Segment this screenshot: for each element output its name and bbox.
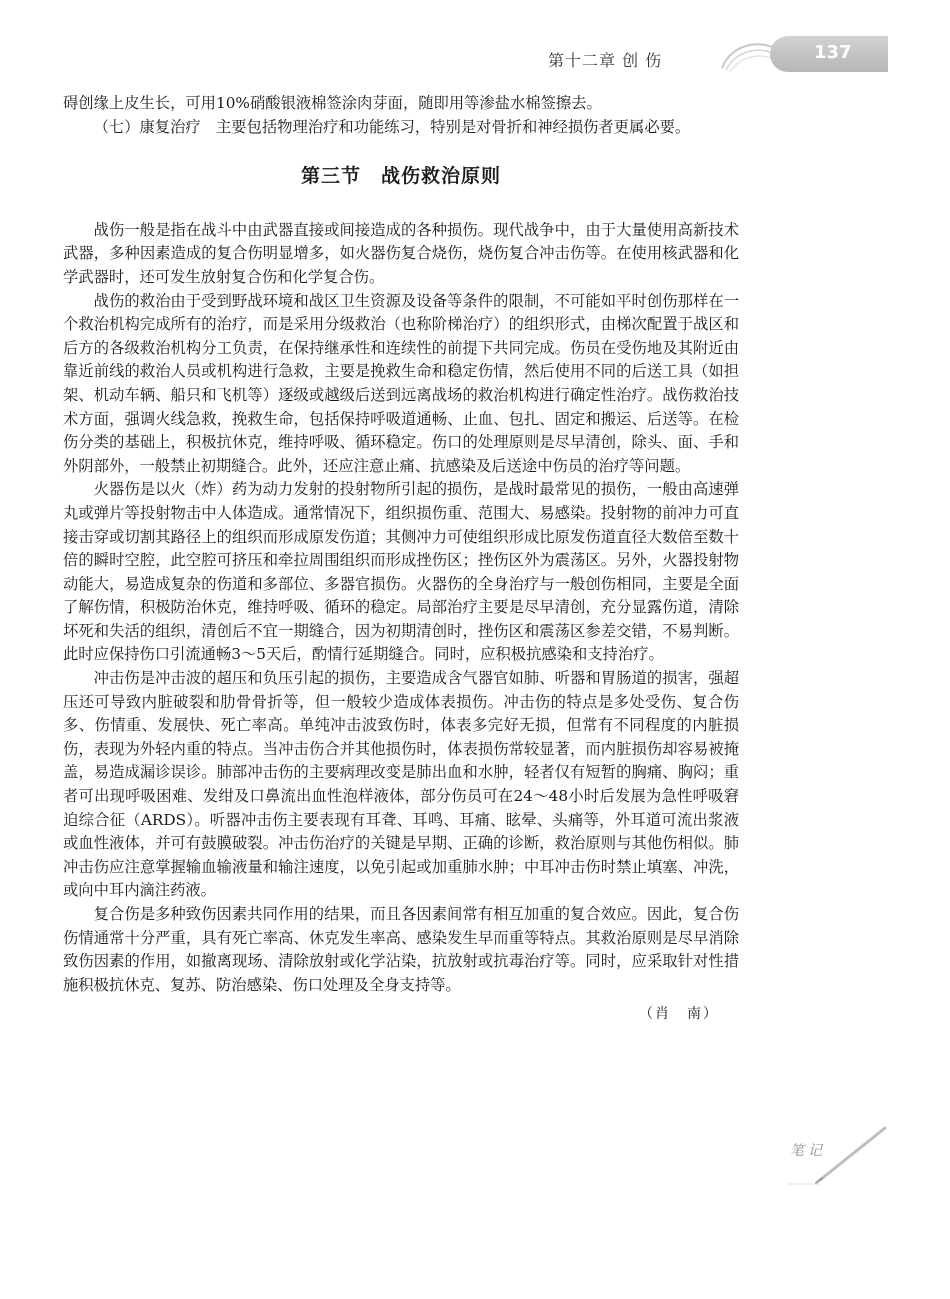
subhead-label: （七）康复治疗 [93, 117, 201, 136]
paragraph-rehab [63, 116, 739, 140]
chapter-title: 第十二章 创 伤 [548, 51, 663, 70]
page-header [0, 36, 950, 76]
swirl-decoration-icon [718, 38, 778, 74]
notes-label: 笔记 [790, 1143, 826, 1159]
paragraph-blast-injury: 冲击伤是冲击波的超压和负压引起的损伤，主要造成含气器官如肺、听器和胃肠道的损害，强超压还可导致内脏破裂和肋骨骨折等，但一般较少造成体表损伤。冲击伤的特点是多处受伤、复合伤多、伤情重、发展快、死亡率高。单纯冲击波致伤时，体表多完好无损，但常有不同程度的内脏损伤，表现为外轻内重的特点。当冲击伤合并其他损伤时，体表损伤常较显著，而内脏损伤却容易被掩盖，易造成漏诊误诊。肺部冲击伤的主要病理改变是肺出血和水肿，轻者仅有短暂的胸痛、胸闷；重者可出现呼吸困难、发绀及口鼻流出血性泡样液体，部分伤员可在24～48小时后发展为急性呼吸窘迫综合征（ARDS）。听器冲击伤主要表现有耳聋、耳鸣、耳痛、眩晕、头痛等，外耳道可流出浆液或血性液体，并可有鼓膜破裂。冲击伤治疗的关键是早期、正确的诊断，救治原则与其他伤相似。肺冲击伤应注意掌握输血输液量和输注速度，以免引起或加重肺水肿；中耳冲击伤时禁止填塞、冲洗，或向中耳内滴注药液。 [63, 669, 739, 900]
notes-corner [780, 1120, 890, 1190]
paragraph-firearm-injury: 火器伤是以火（炸）药为动力发射的投射物所引起的损伤，是战时最常见的损伤，一般由高速弹丸或弹片等投射物击中人体造成。通常情况下，组织损伤重、范围大、易感染。投射物的前冲力可直接击穿或切割其路径上的组织而形成原发伤道；其侧冲力可使组织形成比原发伤道直径大数倍至数十倍的瞬时空腔，此空腔可挤压和牵拉周围组织而形成挫伤区；挫伤区外为震荡区。另外，火器投射物动能大，易造成复杂的伤道和多部位、多器官损伤。火器伤的全身治疗与一般创伤相同，主要是全面了解伤情，积极防治休克，维持呼吸、循环的稳定。局部治疗主要是尽早清创，充分显露伤道，清除坏死和失活的组织，清创后不宜一期缝合，因为初期清创时，挫伤区和震荡区参差交错，不易判断。此时应保持伤口引流通畅3～5天后，酌情行延期缝合。同时，应积极抗感染和支持治疗。 [63, 480, 739, 664]
paragraph-war-injury-intro: 战伤一般是指在战斗中由武器直接或间接造成的各种损伤。现代战争中，由于大量使用高新技术武器，多种因素造成的复合伤明显增多，如火器伤复合烧伤，烧伤复合冲击伤等。在使用核武器和化学武器时，还可发生放射复合伤和化学复合伤。 [63, 220, 739, 286]
paragraph-war-injury-treatment: 战伤的救治由于受到野战环境和战区卫生资源及设备等条件的限制，不可能如平时创伤那样在一个救治机构完成所有的治疗，而是采用分级救治（也称阶梯治疗）的组织形式，由梯次配置于战区和后方的各级救治机构分工负责，在保持继承性和连续性的前提下共同完成。伤员在受伤地及其附近由靠近前线的救治人员或机构进行急救，主要是挽救生命和稳定伤情，然后使用不同的后送工具（如担架、机动车辆、船只和飞机等）逐级或越级后送到远离战场的救治机构进行确定性治疗。战伤救治技术方面，强调火线急救，挽救生命，包括保持呼吸道通畅、止血、包扎、固定和搬运、后送等。在检伤分类的基础上，积极抗休克，维持呼吸、循环稳定。伤口的处理原则是尽早清创，除头、面、手和外阴部外，一般禁止初期缝合。此外，还应注意止痛、抗感染及后送途中伤员的治疗等问题。 [63, 291, 739, 475]
subhead-text: 主要包括物理治疗和功能练习，特别是对骨折和神经损伤者更属必要。 [216, 117, 691, 136]
paragraph-combined-injury: 复合伤是多种致伤因素共同作用的结果，而且各因素间常有相互加重的复合效应。因此，复合伤伤情通常十分严重，具有死亡率高、休克发生率高、感染发生早而重等特点。其救治原则是尽早消除致伤因素的作用，如撤离现场、清除放射或化学沾染，抗放射或抗毒治疗等。同时，应采取针对性措施积极抗休克、复苏、防治感染、伤口处理及全身支持等。 [63, 905, 739, 994]
author-signature: （肖 南） [639, 1006, 719, 1023]
page-body [63, 92, 739, 1027]
pen-icon [780, 1120, 890, 1190]
paragraph-continued: 碍创缘上皮生长，可用10%硝酸银液棉签涂肉芽面，随即用等渗盐水棉签擦去。 [63, 94, 602, 112]
page-number: 137 [814, 42, 852, 63]
section-title: 第三节 战伤救治原则 [300, 165, 501, 188]
